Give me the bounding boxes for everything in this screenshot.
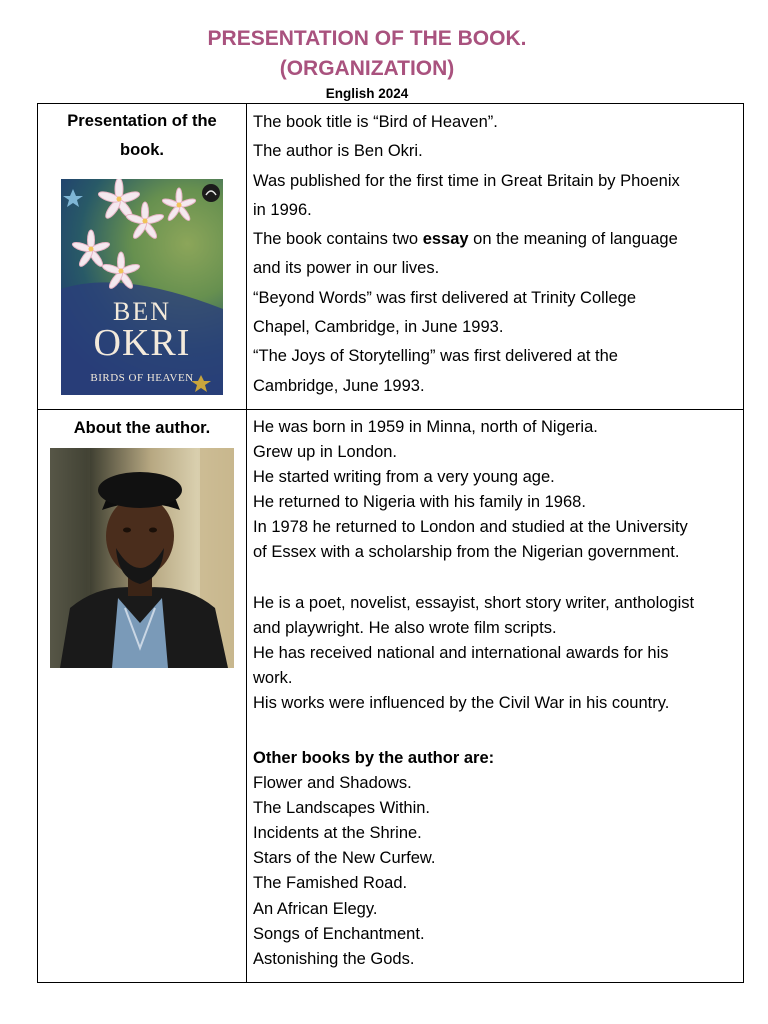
- bio-line: He was born in 1959 in Minna, north of Nigeria.: [253, 417, 598, 436]
- page-subtitle: English 2024: [325, 86, 409, 101]
- book-list-item: Astonishing the Gods.: [253, 949, 415, 968]
- book-details: [247, 104, 743, 409]
- author-section-heading: About the author.: [73, 418, 211, 437]
- book-line: in 1996.: [253, 200, 312, 219]
- author-photo: [50, 448, 234, 668]
- cover-author-first: BEN: [113, 297, 171, 326]
- book-list-item: Flower and Shadows.: [253, 774, 412, 793]
- book-line: The book title is “Bird of Heaven”.: [253, 113, 498, 131]
- book-line-emphasis: essay: [422, 230, 469, 249]
- book-section-heading: Presentation of the book.: [67, 112, 217, 159]
- table-row: [38, 104, 744, 410]
- page-title-subline: (ORGANIZATION): [279, 57, 455, 80]
- book-line: “Beyond Words” was first delivered at Trinity College: [253, 288, 637, 307]
- author-details-cell: [247, 409, 744, 982]
- book-line: Was published for the first time in Great Britain by Phoenix: [253, 171, 680, 190]
- book-list-item: Incidents at the Shrine.: [253, 824, 422, 843]
- book-list-item: An African Elegy.: [253, 899, 378, 918]
- book-list-item: The Landscapes Within.: [253, 799, 431, 818]
- author-heading-cell: [38, 409, 247, 982]
- other-books-heading: Other books by the author are:: [253, 749, 495, 767]
- bio-line: He returned to Nigeria with his family in 1968.: [253, 493, 586, 512]
- book-cover-image: [61, 179, 223, 395]
- author-portrait-illustration: [50, 448, 234, 668]
- book-line: and its power in our lives.: [253, 259, 440, 278]
- presentation-table: [37, 103, 744, 983]
- bio-line: of Essex with a scholarship from the Nigerian government.: [253, 543, 680, 562]
- career-line: and playwright. He also wrote film scripts.: [253, 618, 557, 637]
- book-list-item: The Famished Road.: [253, 874, 408, 893]
- career-line: He is a poet, novelist, essayist, short story writer, anthologist: [253, 593, 695, 612]
- spacer: [253, 566, 739, 591]
- book-line: The author is Ben Okri.: [253, 142, 423, 161]
- spacer: [253, 716, 739, 746]
- author-details: [247, 410, 743, 982]
- bio-line: Grew up in London.: [253, 443, 398, 462]
- table-row: [38, 409, 744, 982]
- career-line: work.: [253, 668, 293, 687]
- career-line: He has received national and international awards for his: [253, 643, 669, 662]
- book-line: “The Joys of Storytelling” was first delivered at the: [253, 347, 618, 366]
- book-heading-cell: [38, 104, 247, 410]
- book-line: Chapel, Cambridge, in June 1993.: [253, 318, 504, 337]
- book-line-part: on the meaning of language: [468, 230, 678, 249]
- book-details-cell: [247, 104, 744, 410]
- page-title: PRESENTATION OF THE BOOK.: [207, 27, 527, 50]
- cover-title: BIRDS OF HEAVEN: [90, 372, 194, 384]
- cover-author-last: OKRI: [93, 322, 191, 364]
- book-list-item: Stars of the New Curfew.: [253, 849, 436, 868]
- career-line: His works were influenced by the Civil War in his country.: [253, 693, 670, 712]
- book-line-part: The book contains two: [253, 230, 423, 249]
- bio-line: In 1978 he returned to London and studied at the University: [253, 518, 688, 537]
- bio-line: He started writing from a very young age.: [253, 468, 555, 487]
- book-line: Cambridge, June 1993.: [253, 376, 425, 395]
- book-line: [253, 225, 739, 254]
- book-list-item: Songs of Enchantment.: [253, 924, 425, 943]
